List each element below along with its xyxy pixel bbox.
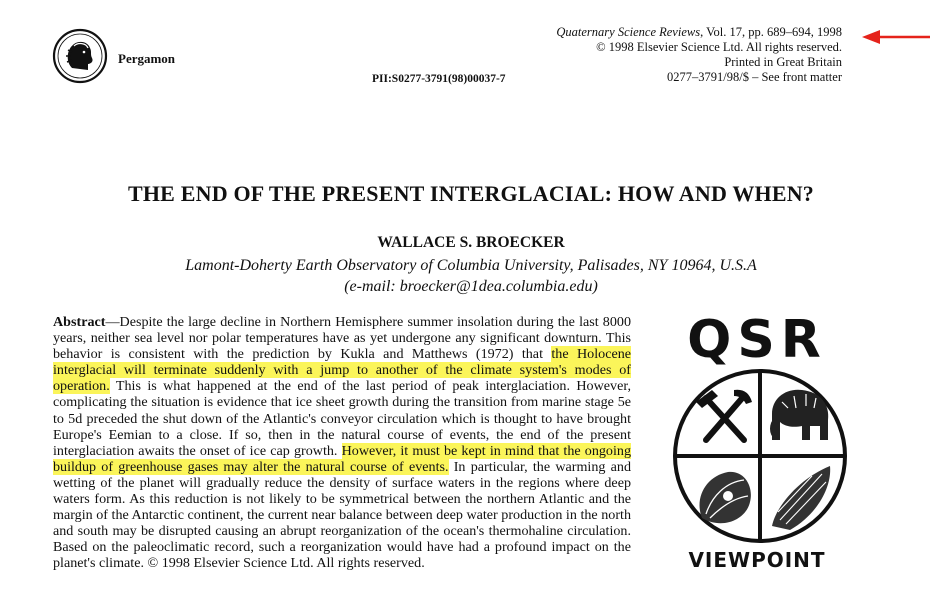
issn-line: 0277–3791/98/$ – See front matter [667, 70, 842, 84]
pergamon-logo [52, 28, 108, 84]
affiliation: Lamont-Doherty Earth Observatory of Columbia University, Palisades, NY 10964, U.S.A [185, 257, 757, 274]
abstract-label: Abstract [53, 314, 106, 330]
abstract-text-2: This is what happened at the end of the last period of peak interglaciation. However, complicating the situation is evidence that ice sheet growth during the transition from marine stage 5e to 5d preceded the shut down of the Atlantic's conveyor circulation which is thought to have brought Europe's Eemian to a close. If so, then in the natural course of events, the end of the present interglaciation awaits the onset of ice cap growth. [53, 378, 631, 459]
journal-details: , Vol. 17, pp. 689–694, 1998 [700, 25, 842, 39]
journal-citation-block [556, 25, 842, 85]
author-name: WALLACE S. BROECKER [377, 234, 565, 251]
red-arrow-icon [862, 28, 932, 46]
printed-line: Printed in Great Britain [724, 55, 842, 69]
journal-title: Quaternary Science Reviews [556, 25, 701, 39]
qsr-badge-title: QSR [687, 310, 827, 370]
qsr-emblem-icon [672, 368, 848, 544]
viewpoint-label: VIEWPOINT [688, 548, 826, 572]
abstract-text-1: —Despite the large decline in Northern Hemisphere summer insolation during the last 8000 years, neither sea level nor polar temperatures have as yet undergone any significant downturn. This behavior is consistent with the prediction by Kukla and Matthews (1972) that [53, 314, 631, 363]
highlight-2: However, it must be kept in mind that the ongoing buildup of greenhouse gases may alter the natural course of events. [53, 442, 631, 475]
author-email: (e-mail: broecker@1dea.columbia.edu) [344, 278, 598, 295]
publisher-name: Pergamon [118, 51, 176, 66]
article-title: THE END OF THE PRESENT INTERGLACIAL: HOW AND WHEN? [127, 181, 815, 206]
journal-citation [556, 25, 842, 40]
pii-identifier: PII:S0277-3791(98)00037-7 [372, 73, 506, 85]
abstract [53, 314, 631, 572]
copyright-line: © 1998 Elsevier Science Ltd. All rights reserved. [596, 40, 842, 54]
highlight-1: the Holocene interglacial will terminate suddenly with a jump to another of the climate system's modes of operation. [53, 346, 632, 395]
author-affiliation-block [0, 255, 942, 297]
abstract-text-3: In particular, the warming and wetting of the planet will gradually reduce the density of surface waters in the regions where deep waters form. As this reduction is not likely to be symmetrical between the northern Atlantic and the margin of the Antarctic continent, the current near balance between deep water production in the north and south may be disrupted causing an abrupt reorganization of the ocean's thermohaline circulation. Based on the paleoclimatic record, such a reorganization would have had a profound impact on the planet's climate. © 1998 Elsevier Science Ltd. All rights reserved. [53, 458, 631, 572]
